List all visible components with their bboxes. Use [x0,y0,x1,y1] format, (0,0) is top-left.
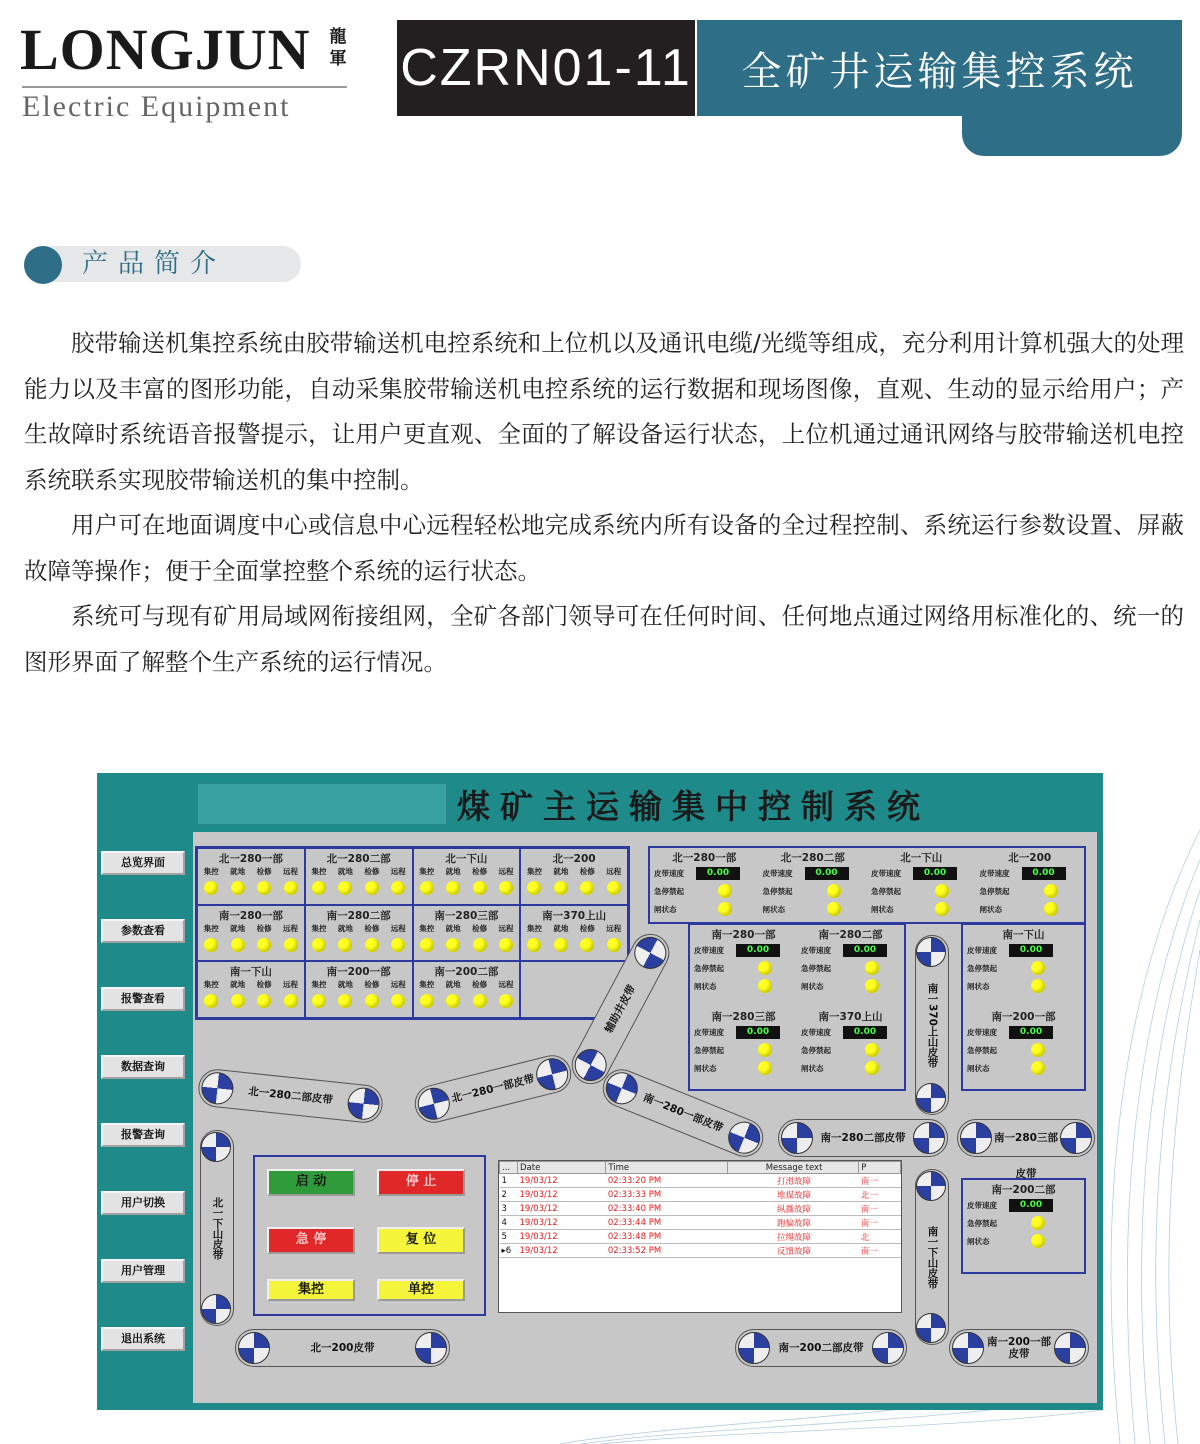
status-label: 集控 [526,867,542,876]
status-cell [197,961,305,1018]
status-label: 检修 [579,923,595,933]
alarm-log-table[interactable] [498,1160,902,1313]
speed-label: 皮带速度 [801,1027,831,1037]
monitor-panel [797,925,904,1007]
status-lamp-icon [527,881,541,895]
log-row[interactable] [500,1188,901,1202]
status-label: 远程 [283,867,299,876]
status-lamp-icon [527,938,541,952]
status-label: 远程 [606,867,622,876]
status-lamp-icon [1031,961,1045,975]
log-cell: 02:33:52 PM [606,1244,728,1258]
logo-divider [22,86,347,88]
status-lamp-icon [473,881,487,895]
brake-label: 闸状态 [967,981,990,991]
speed-value: 0.00 [1022,867,1066,880]
status-cell-title: 北一200 [552,853,596,865]
estop-label: 急停禁起 [871,886,901,896]
status-cell [305,848,413,905]
log-cell: 拉绳故障 [727,1230,858,1244]
roller-icon [201,1294,231,1324]
log-cell: 南一 [859,1202,901,1216]
brake-label: 闸状态 [694,981,717,991]
status-label: 集控 [419,923,435,933]
status-label: 检修 [256,867,272,876]
status-label: 就地 [445,923,461,933]
status-label: 检修 [364,980,380,990]
log-cell: 2 [500,1188,518,1202]
status-label: 集控 [311,980,327,990]
status-lamp-icon [257,994,271,1008]
sidebar-params-button[interactable]: 参数查看 [101,919,185,943]
status-lamp-icon [420,881,434,895]
log-cell: 19/03/12 [518,1174,606,1188]
status-cell [520,905,628,962]
log-cell: ▸6 [500,1244,518,1258]
status-lamp-icon [554,938,568,952]
speed-label: 皮带速度 [801,945,831,955]
speed-label: 皮带速度 [871,868,901,878]
log-cell: 4 [500,1216,518,1230]
belt-north-downhill[interactable]: 北一下山皮带 [200,1130,234,1326]
belt-north-200[interactable]: 北一200皮带 [235,1329,450,1367]
log-cell: 北一 [859,1188,901,1202]
log-cell: 打滑故障 [727,1174,858,1188]
belt-south-280-2[interactable]: 南一280二部皮带 [778,1119,948,1157]
status-lamp-icon [758,1043,772,1057]
status-label: 就地 [337,980,353,990]
status-cell [413,848,521,905]
reset-button[interactable]: 复 位 [377,1227,465,1254]
status-label: 就地 [445,867,461,876]
log-row[interactable] [500,1216,901,1230]
status-lamp-icon [865,979,879,993]
intro-paragraph-2: 用户可在地面调度中心或信息中心远程轻松地完成系统内所有设备的全过程控制、系统运行参数设置、屏蔽故障等操作；便于全面掌控整个系统的运行状态。 [24,511,1184,585]
log-cell: 19/03/12 [518,1202,606,1216]
status-lamp-icon [391,938,405,952]
status-lamp-icon [865,1061,879,1075]
title-tab-decoration [962,116,1182,156]
control-panel [253,1155,486,1316]
monitor-title: 北一280二部 [780,852,845,864]
log-column-header[interactable]: Date [518,1162,606,1174]
belt-south-280-3[interactable]: 南一280三部皮带 [957,1119,1095,1157]
status-label: 集控 [203,923,219,933]
status-label: 集控 [203,980,219,990]
status-lamp-icon [1044,884,1058,898]
status-lamp-icon [1031,979,1045,993]
status-lamp-icon [204,994,218,1008]
log-header-row [500,1162,901,1174]
log-cell: 19/03/12 [518,1188,606,1202]
status-label: 集控 [203,867,219,876]
brake-label: 闸状态 [801,981,824,991]
monitor-title: 南一200二部 [991,1184,1056,1196]
status-lamp-icon [1044,902,1058,916]
status-lamp-icon [1031,1061,1045,1075]
brand-logo-cn: 龍軍 [329,27,347,69]
speed-label: 皮带速度 [967,1200,997,1210]
status-cell [413,905,521,962]
monitor-block-south [688,923,906,1091]
single-control-button[interactable]: 单控 [377,1279,465,1301]
speed-label: 皮带速度 [762,868,793,878]
status-lamp-icon [284,938,298,952]
status-cell-title: 北一下山 [445,853,488,865]
log-body [500,1174,901,1258]
status-lamp-icon [758,1061,772,1075]
monitor-block-east [961,923,1086,1091]
belt-north-280-2[interactable]: 北一280二部皮带 [197,1067,385,1124]
log-cell: 02:33:40 PM [606,1202,728,1216]
status-lamp-icon [499,881,513,895]
log-cell: 02:33:48 PM [606,1230,728,1244]
speed-value: 0.00 [696,867,740,880]
status-lamp-icon [718,884,732,898]
status-label: 就地 [445,980,461,990]
status-label: 检修 [256,923,272,933]
log-cell: 南一 [859,1244,901,1258]
monitor-panel [963,1007,1084,1089]
status-label: 远程 [390,923,406,933]
belt-south-200-1[interactable]: 南一200一部皮带 [949,1329,1089,1367]
status-lamp-icon [365,994,379,1008]
belt-aux-shaft[interactable]: 辅助井皮带 [565,927,676,1091]
status-lamp-icon [607,881,621,895]
log-row[interactable] [500,1244,901,1258]
status-cell-title: 南一下山 [229,966,272,979]
status-lamp-icon [580,938,594,952]
monitor-panel [650,848,759,922]
status-lamp-icon [365,881,379,895]
brake-label: 闸状态 [762,904,785,914]
monitor-panel [797,1007,904,1089]
status-lamp-icon [446,938,460,952]
status-label: 远程 [498,867,514,876]
status-lamp-icon [284,881,298,895]
scada-screenshot [97,773,1103,1410]
status-lamp-icon [935,884,949,898]
status-label: 集控 [311,923,327,933]
monitor-panel [963,1182,1084,1250]
estop-label: 急停禁起 [801,1045,831,1055]
brake-label: 闸状态 [967,1063,990,1073]
status-label: 就地 [337,923,353,933]
status-lamp-icon [312,994,326,1008]
log-cell: 02:33:33 PM [606,1188,728,1202]
status-lamp-icon [284,994,298,1008]
brand-subtitle: Electric Equipment [22,90,291,123]
status-label: 远程 [283,980,299,990]
brake-label: 闸状态 [979,904,1002,914]
sidebar-alarm-view-button[interactable]: 报警查看 [101,987,185,1011]
status-label: 检修 [364,923,380,933]
monitor-title: 南一280二部 [818,929,883,941]
estop-label: 急停禁起 [967,1218,997,1228]
status-lamp-icon [231,881,245,895]
log-cell: 反馈故障 [727,1244,858,1258]
monitor-title: 南一280一部 [711,929,776,941]
status-label: 就地 [337,867,353,876]
monitor-title: 南一下山 [1002,929,1045,941]
start-button[interactable]: 启 动 [267,1169,355,1196]
status-lamp-icon [204,881,218,895]
estop-label: 急停禁起 [694,963,724,973]
status-cell-title: 南一200二部 [434,966,499,979]
stop-button[interactable]: 停 止 [377,1169,465,1196]
status-lamp-icon [338,938,352,952]
log-cell: 跑偏故障 [727,1216,858,1230]
log-cell: 纵撕故障 [727,1202,858,1216]
log-row[interactable] [500,1202,901,1216]
estop-label: 急停禁起 [654,886,684,896]
speed-value: 0.00 [736,944,780,957]
monitor-panel [690,925,797,1007]
speed-label: 皮带速度 [654,868,684,878]
status-lamp-icon [391,994,405,1008]
status-lamp-icon [1031,1043,1045,1057]
status-lamp-icon [758,961,772,975]
model-number: CZRN01-11 [397,20,695,116]
monitor-panel [759,848,868,922]
page-title: 全矿井运输集控系统 [697,20,1182,116]
estop-label: 急停禁起 [762,886,793,896]
estop-label: 急停禁起 [967,1045,997,1055]
emergency-stop-button[interactable]: 急 停 [267,1227,355,1254]
status-cell [197,848,305,905]
status-lamp-icon [204,938,218,952]
log-cell: 3 [500,1202,518,1216]
status-lamp-icon [231,938,245,952]
estop-label: 急停禁起 [967,963,997,973]
monitor-title: 南一280三部 [711,1011,776,1023]
status-lamp-icon [446,881,460,895]
central-control-button[interactable]: 集控 [267,1279,355,1301]
log-cell: 19/03/12 [518,1244,606,1258]
monitor-title: 北一280一部 [672,852,737,864]
sidebar-user-manage-button[interactable]: 用户管理 [101,1259,185,1283]
log-column-header[interactable]: Message text [727,1162,858,1174]
status-label: 就地 [553,867,569,876]
status-label: 就地 [230,980,246,990]
status-lamp-icon [420,938,434,952]
screen-header-bar [197,783,447,825]
belt-north-280-1[interactable]: 北一280一部皮带 [411,1051,575,1127]
brake-label: 闸状态 [801,1063,824,1073]
status-lamp-icon [580,881,594,895]
belt-south-370-uphill[interactable]: 南一370上山皮带 [915,935,949,1115]
status-label: 检修 [579,867,595,876]
sidebar-data-query-button[interactable]: 数据查询 [101,1055,185,1079]
roller-icon [916,937,946,967]
log-cell: 南一 [859,1216,901,1230]
monitor-panel [976,848,1085,922]
status-label: 远程 [498,980,514,990]
monitor-panel [690,1007,797,1089]
status-lamp-icon [1031,1216,1045,1230]
workspace [193,832,1097,1403]
estop-label: 急停禁起 [979,886,1010,896]
status-cell [520,848,628,905]
status-label: 集控 [526,923,542,933]
status-label: 集控 [311,867,327,876]
status-lamp-icon [338,994,352,1008]
status-label: 检修 [364,867,380,876]
log-cell: 19/03/12 [518,1230,606,1244]
status-lamp-icon [865,1043,879,1057]
log-cell: 1 [500,1174,518,1188]
status-lamp-icon [499,994,513,1008]
roller-icon [916,1083,946,1113]
status-label: 远程 [390,867,406,876]
log-row[interactable] [500,1174,901,1188]
log-column-header[interactable]: ... [500,1162,518,1174]
monitor-row-north [648,846,1086,924]
speed-label: 皮带速度 [979,868,1010,878]
status-lamp-icon [338,881,352,895]
status-cell [197,905,305,962]
status-label: 远程 [498,923,514,933]
log-column-header[interactable]: P [859,1162,901,1174]
log-cell: 02:33:20 PM [606,1174,728,1188]
status-lamp-icon [473,994,487,1008]
status-lamp-icon [827,902,841,916]
speed-value: 0.00 [843,944,887,957]
sidebar-alarm-query-button[interactable]: 报警查询 [101,1123,185,1147]
status-lamp-icon [607,938,621,952]
status-cell-title: 北一280二部 [326,853,391,865]
brake-label: 闸状态 [694,1063,717,1073]
status-lamp-icon [420,994,434,1008]
speed-value: 0.00 [1009,1199,1053,1212]
status-cell [305,961,413,1018]
estop-label: 急停禁起 [694,1045,724,1055]
log-cell: 北 [859,1230,901,1244]
status-lamp-icon [473,938,487,952]
status-label: 集控 [419,867,435,876]
monitor-panel [963,925,1084,1007]
status-cell-title: 南一200一部 [326,966,391,979]
status-cell-title: 南一280二部 [326,909,391,922]
status-lamp-icon [827,884,841,898]
status-lamp-icon [391,881,405,895]
roller-icon [201,1132,231,1162]
brake-label: 闸状态 [871,904,894,914]
log-cell: 02:33:44 PM [606,1216,728,1230]
screen-title: 煤矿主运输集中控制系统 [457,787,930,826]
monitor-title: 南一200一部 [991,1011,1056,1023]
monitor-title: 南一370上山 [818,1011,883,1023]
status-lamp-icon [312,881,326,895]
status-lamp-icon [365,938,379,952]
log-cell: 5 [500,1230,518,1244]
status-lamp-icon [758,979,772,993]
belt-south-200-2[interactable]: 南一200二部皮带 [735,1329,907,1367]
belt-south-downhill[interactable]: 南一下山皮带 [915,1169,949,1345]
monitor-title: 北一200 [1008,852,1052,864]
brake-label: 闸状态 [654,904,677,914]
status-lamp-icon [935,902,949,916]
status-cell-title: 南一280一部 [218,909,283,922]
status-cell-title: 南一370上山 [542,909,607,922]
status-cell [413,961,521,1018]
sidebar-overview-button[interactable]: 总览界面 [101,851,185,875]
status-label: 集控 [419,980,435,990]
status-lamp-icon [231,994,245,1008]
log-cell: 堆煤故障 [727,1188,858,1202]
status-cell-title: 北一280一部 [218,853,283,865]
status-grid [195,846,630,1020]
speed-label: 皮带速度 [694,945,724,955]
status-label: 检修 [256,980,272,990]
status-cell-title: 南一280三部 [434,909,499,922]
speed-label: 皮带速度 [694,1027,724,1037]
brand-logo: LONGJUN [20,17,311,82]
status-lamp-icon [446,994,460,1008]
sidebar-switch-user-button[interactable]: 用户切换 [101,1191,185,1215]
status-label: 远程 [390,980,406,990]
roller-icon [916,1313,946,1343]
intro-paragraph-3: 系统可与现有矿用局域网衔接组网，全矿各部门领导可在任何时间、任何地点通过网络用标准化的、统一的图形界面了解整个生产系统的运行情况。 [24,602,1184,676]
status-label: 就地 [230,923,246,933]
status-lamp-icon [554,881,568,895]
status-label: 检修 [472,867,488,876]
log-cell: 19/03/12 [518,1216,606,1230]
brake-label: 闸状态 [967,1236,990,1246]
status-lamp-icon [865,961,879,975]
status-cell [305,905,413,962]
belt-south-280-1[interactable]: 南一280一部皮带 [597,1064,769,1163]
speed-value: 0.00 [1009,944,1053,957]
status-lamp-icon [257,938,271,952]
status-label: 检修 [472,923,488,933]
section-title: 产品简介 [82,249,227,279]
speed-value: 0.00 [843,1026,887,1039]
sidebar-exit-button[interactable]: 退出系统 [101,1327,185,1351]
speed-value: 0.00 [736,1026,780,1039]
intro-paragraph-1: 胶带输送机集控系统由胶带输送机电控系统和上位机以及通讯电缆/光缆等组成，充分利用计算机强大的处理能力以及丰富的图形功能，自动采集胶带输送机电控系统的运行数据和现场图像，直观、生动的显示给用户；产生故障时系统语音报警提示，让用户更直观、全面的了解设备运行状态，上位机通过通讯网络与胶带输送机电控系统联系实现胶带输送机的集中控制。 [24,329,1184,494]
section-bullet-icon [24,246,62,284]
status-label: 远程 [606,923,622,933]
status-label: 就地 [230,867,246,876]
log-column-header[interactable]: Time [606,1162,728,1174]
roller-icon [916,1171,946,1201]
status-lamp-icon [1031,1234,1045,1248]
speed-label: 皮带速度 [967,1027,997,1037]
speed-value: 0.00 [805,867,849,880]
status-lamp-icon [312,938,326,952]
monitor-block-south-200 [961,1178,1086,1274]
speed-value: 0.00 [1009,1026,1053,1039]
speed-value: 0.00 [913,867,957,880]
status-label: 就地 [553,923,569,933]
log-cell: 南一 [859,1174,901,1188]
status-lamp-icon [499,938,513,952]
log-row[interactable] [500,1230,901,1244]
status-lamp-icon [257,881,271,895]
status-lamp-icon [718,902,732,916]
status-label: 远程 [283,923,299,933]
estop-label: 急停禁起 [801,963,831,973]
monitor-title: 北一下山 [900,852,943,864]
status-label: 检修 [472,980,488,990]
monitor-panel [867,848,976,922]
speed-label: 皮带速度 [967,945,997,955]
